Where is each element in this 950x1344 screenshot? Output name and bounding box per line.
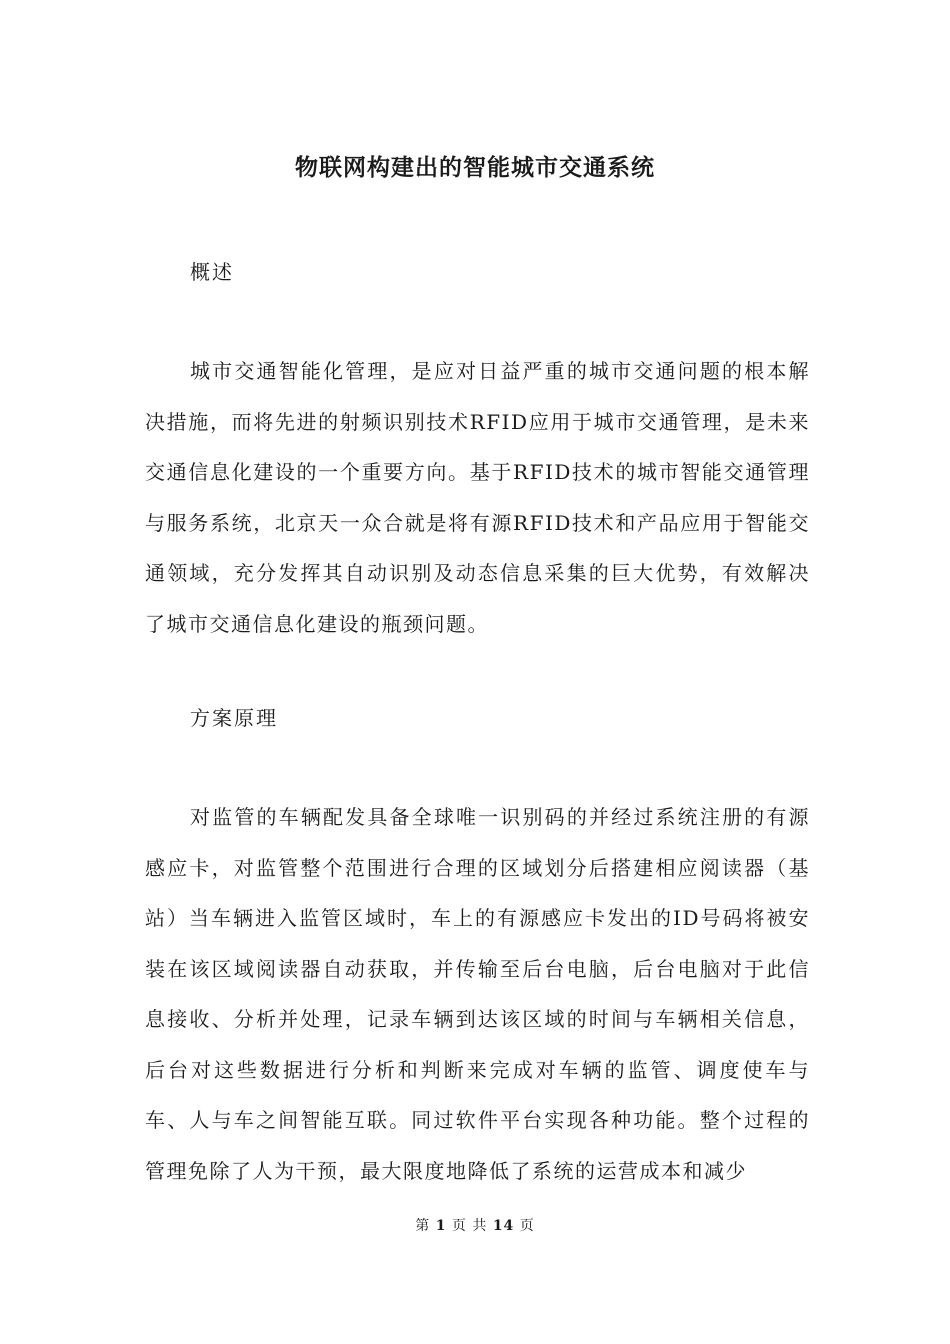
footer-current-page: 1 bbox=[435, 1218, 447, 1234]
page-footer bbox=[0, 1216, 950, 1236]
section-heading-overview: 概述 bbox=[190, 260, 234, 284]
footer-middle: 页 共 bbox=[451, 1218, 488, 1234]
footer-prefix: 第 bbox=[415, 1218, 431, 1234]
section-heading-principle: 方案原理 bbox=[190, 706, 278, 730]
footer-suffix: 页 bbox=[519, 1218, 535, 1234]
paragraph-overview: 城市交通智能化管理，是应对日益严重的城市交通问题的根本解决措施，而将先进的射频识别技术RFID应用于城市交通管理，是未来交通信息化建设的一个重要方向。基于RFID技术的城市智能交通管理与服务系统，北京天一众合就是将有源RFID技术和产品应用于智能交通领域，充分发挥其自动识别及动态信息采集的巨大优势，有效解决了城市交通信息化建设的瓶颈问题。 bbox=[145, 359, 810, 636]
document-title: 物联网构建出的智能城市交通系统 bbox=[295, 154, 655, 181]
paragraph-principle: 对监管的车辆配发具备全球唯一识别码的并经过系统注册的有源感应卡，对监管整个范围进行合理的区域划分后搭建相应阅读器（基站）当车辆进入监管区域时，车上的有源感应卡发出的ID号码将被安装在该区域阅读器自动获取，并传输至后台电脑，后台电脑对于此信息接收、分析并处理，记录车辆到达该区域的时间与车辆相关信息，后台对这些数据进行分析和判断来完成对车辆的监管、调度使车与车、人与车之间智能互联。同过软件平台实现各种功能。整个过程的管理免除了人为干预，最大限度地降低了系统的运营成本和减少 bbox=[145, 805, 810, 1183]
footer-total-pages: 14 bbox=[492, 1218, 515, 1234]
